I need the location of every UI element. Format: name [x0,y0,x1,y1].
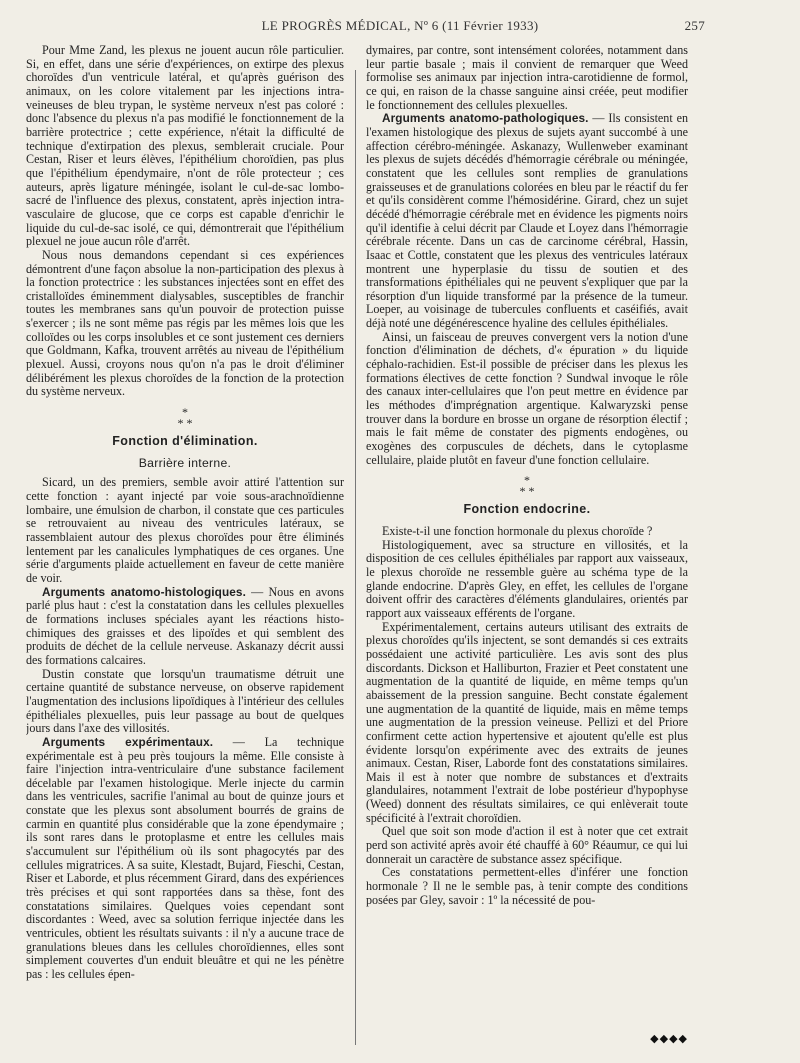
section-title-elimination: Fonction d'élimination. [112,434,258,449]
run-in-heading: Arguments anatomo-pathologiques. [382,111,589,126]
paragraph-anatomo-histologiques: Arguments anatomo-histologiques. — Nous en avons parlé plus haut : c'est la constatation dans les cellules plexuelles de formations incluses spéciales ayant les réactions histo-chimiques des graisses et des lipoïdes et qui semblent des produits de déchet de la cellule nerveuse. Askanazy décrit aussi des formations calcaires. [26,584,344,667]
run-in-heading: Arguments anatomo-histologiques. [42,584,246,599]
page-header [0,18,800,38]
paragraph-constatations: Ces constatations permettent-elles d'inférer une fonction hormonale ? Il ne le semble pas, à tenir compte des conditions posées par Gley, savoir : 1º la nécessité de pou- [366,865,688,907]
subsection-title-barriere: Barrière interne. [138,455,232,470]
paragraph-experimentalement: Expérimentalement, certains auteurs utilisant des extraits de plexus choroïdes qu'ils injectent, se sont demandés si ces extraits possédaient une activité particulière. Les avis sont des plus discordants. Dickson et Halliburton, Frazier et Peet constatent une augmentation de la quantité de liquide, en même temps qu'un abaissement de la pression sanguine. Becht constate également une augmentation de la quantité de liquide, mais en même temps une augmentation de la pression veineuse. Pellizi et del Priore confirment cette action hypertensive et ajoutent qu'elle est plus évidente lorsqu'on expérimente avec des extraits de jeunes animaux. Cestan, Riser, Laborde font des constatations similaires. Mais il est à noter que nombre de substances et d'extraits glandulaires, notamment l'extrait de lobe postérieur d'hypophyse (Weed) donnent des résultats similaires, ce qui enlèverait toute spécificité à l'extrait choroïdien. [366,619,688,825]
run-in-heading: Arguments expérimentaux. [42,734,214,749]
paragraph-histologiquement: Histologiquement, avec sa structure en villosités, et la disposition de ces cellules épithéliales par rapport aux vaisseaux, le plexus choroïde ne ressemble guère au schéma type de la glande endocrine. D'après Gley, en effet, les cellules de l'organe doivent offrir des caractères d'éléments glandulaires, orientés par rapport aux vaisseaux efférents de l'organe. [366,537,688,620]
column-divider [355,70,356,1045]
page-number: 257 [684,18,705,33]
paragraph-anatomo-pathologiques: Arguments anatomo-pathologiques. — Ils consistent en l'examen histologique des plexus de sujets ayant succombé à une affection cérébro-méningée. Askanazy, Wullenweber examinant les plexus de sujets décédés d'hémorragie cérébrale ou méningée, constatent que les cellules sont remplies de granulations graisseuses et de granulations colorées en bleu par le réactif du fer et qu'ils considèrent comme l'hémosidérine. Girard, chez un sujet décédé d'hémorragie cérébrale met en évidence les pigments noirs qu'il identifie à celui décrit par Claude et Loyez dans l'hémorragie cérébrale récente. Dans un cas de carcinome cérébral, Hassin, Isaac et Cottle, constatent que les plexus des ventricules latéraux montrent une hyperplasie du tissu de soutien et des transformations épithéliales qui ne peuvent s'expliquer que par la résorption d'un liquide transformé par la présence de la tumeur. Loeper, au voisinage de tubercules confluents et caséifiés, avait déjà noté une dégénérescence hyaline des cellules épithéliales. [366,111,688,331]
left-column [26,44,344,1044]
paragraph-mode-action: Quel que soit son mode d'action il est à noter que cet extrait perd son activité après avoir été chauffé à 60° Réaumur, ce qui lui donnerait un caractère de substance assez spécifique. [366,824,688,866]
paragraph-experimentaux: Arguments expérimentaux. — La technique expérimentale est à peu près toujours la même. Elle consiste à faire l'injection intra-ventriculaire d'une substance facilement décelable par l'examen histologique. Merle injecte du carmin dans les ventricules, sacrifie l'animal au bout de quinze jours et constate que les plexus sont absolument bourrés de grains de carmin en quantité plus considérable que la zone épendymaire ; ils sont rares dans le protoplasme et entre les cellules mais s'accumulent sur l'épithélium où ils sont phagocytés par des cellules migratrices. A sa suite, Klestadt, Bujard, Fieschi, Cestan, Riser et Laborde, et plus récemment Girard, dans des expériences très précises et qui sont rapportées dans sa thèse, font des constatations similaires. Quelques voies cependant sont discordantes : Weed, avec sa solution ferrique injectée dans les ventricules, obtient les résultats suivants : il n'y a aucune trace de granulations bleues dans les cellules choroïdiennes, elles sont simplement couvertes d'un enduit bleuâtre et qui ne les pénètre pas : les cellules épen- [26,734,344,981]
paragraph-sicard: Sicard, un des premiers, semble avoir attiré l'attention sur cette fonction : ayant injecté par voie sous-arachnoïdienne lombaire, une émulsion de charbon, il constate que ces particules se retrouvaient au niveau des ventricules latéraux, se rassemblaient autour des plexus choroïdes pour être éliminés lentement par les canalicules lymphatiques de ces organes. Une série d'arguments plaide actuellement en faveur de cette manière de voir. [26,475,344,585]
end-ornament: ◆◆◆◆ [650,1033,688,1045]
paragraph-question: Existe-t-il une fonction hormonale du plexus choroïde ? [382,524,653,538]
paragraph-dustin: Dustin constate que lorsqu'un traumatisme détruit une certaine quantité de substance nerveuse, on observe rapidement l'augmentation des inclusions lipoïdiques à l'intérieur des cellules épithéliales plexuelles, puis leur passage au bout de quelques jours dans l'axe des villosités. [26,666,344,736]
paragraph-continuation: dymaires, par contre, sont intensément colorées, notamment dans leur partie basale ; mais il convient de remarquer que Weed formolise ses animaux par injection intra-carotidienne de formol, ce qui, en raison de la chasse sanguine ainsi créée, peut modifier le fonctionnement des cellules plexuelles. [366,44,688,112]
right-column [366,44,688,1044]
paragraph-ainsi: Ainsi, un faisceau de preuves convergent vers la notion d'une fonction d'élimination de déchets, d'« épuration » du liquide céphalo-rachidien. Est-il possible de préciser dans les plexus les formations électives de cette fonction ? Sundwal invoque le rôle des canaux inter-cellulaires que l'on peut mettre en évidence par les méthodes d'imprégnation argentique. Kalwaryzski pense trouver dans la bordure en brosse un organe de résorption électif ; mais le fait même de constater des pigments endogènes, ou exogènes des corpuscules de déchets, dans le cytoplasme cellulaire, plaide plutôt en faveur d'une fonction cellulaire. [366,329,688,467]
running-title: LE PROGRÈS MÉDICAL, Nº 6 (11 Février 1933) [261,18,539,33]
asterism-separator: * * * [519,473,535,499]
asterism-separator: * * * [177,405,193,431]
paragraph-experiences: Nous nous demandons cependant si ces expériences démontrent d'une façon absolue la non-participation des plexus à la fonction protectrice : les substances injectées sont en effet des cristalloïdes éminemment dialysables, susceptibles de franchir toutes les membranes sans qu'un pouvoir de protection puisse s'exercer ; ils ne sont même pas régis par les mêmes lois que les colloïdes ou les corps insolubles et ce sont justement ces derniers que Goldmann, Kafka, trouvent arrêtés au niveau de l'épithélium plexuel. Aussi, croyons nous qu'on n'a pas le droit d'éliminer délibérément les plexus choroïdes de la fonction de la protection du système nerveux. [26,247,344,399]
section-title-endocrine: Fonction endocrine. [463,502,591,517]
paragraph-zand: Pour Mme Zand, les plexus ne jouent aucun rôle particulier. Si, en effet, dans une série d'expériences, on extirpe des plexus choroïdes d'un ventricule latéral, et qu'après guérison des animaux, on les colore vitalement par les injections intra-veineuses de bleu trypan, le système nerveux n'est pas coloré : donc l'absence du plexus n'a pas modifié le fonctionnement de la barrière protectrice ; cette expérience, n'était la difficulté de technique d'extirpation des plexus, semblerait cruciale. Pour Cestan, Riser et leurs élèves, l'épithélium choroïdien, pas plus que l'épithélium épendymaire, n'ont de rôle protecteur ; ces auteurs, après ligature méningée, isolant le cul-de-sac lombo-sacré de l'influence des plexus, constatent, après injection intra-vasculaire de glucose, que ce corps est capable d'enrichir le liquide du cul-de-sac isolé, ce qui, démontrerait que l'épithélium plexuel ne joue aucun rôle d'arrêt. [26,44,344,249]
